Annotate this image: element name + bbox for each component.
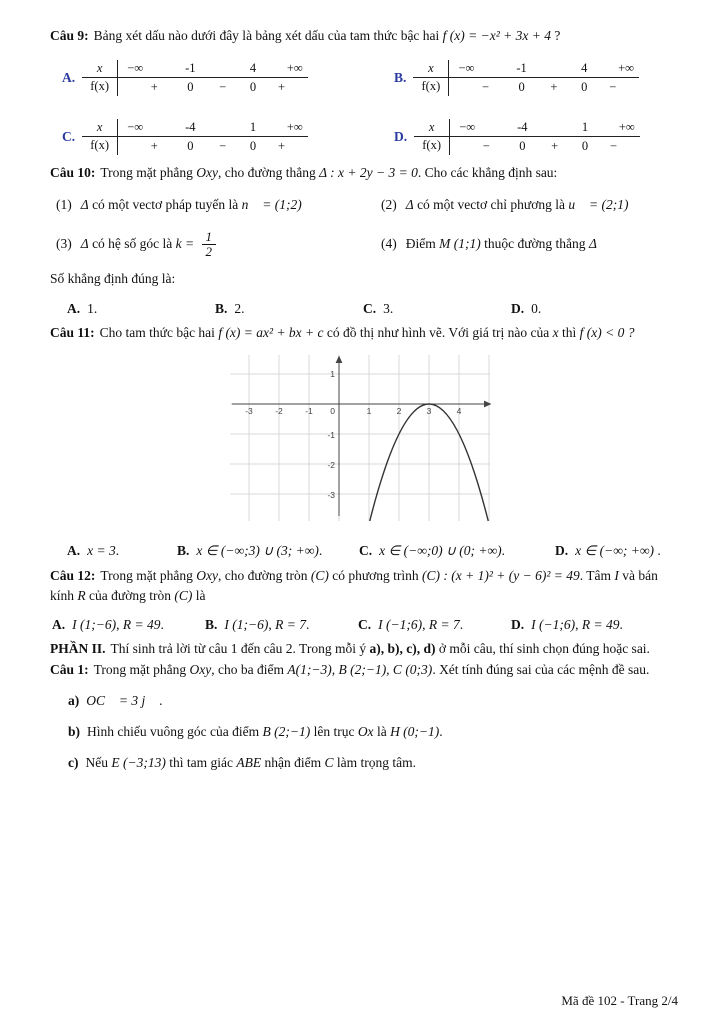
statement-text: Điểm M (1;1) thuộc đường thẳng Δ	[405, 236, 597, 252]
sign-value: 0	[187, 80, 194, 95]
x-tick-label: 0	[330, 406, 335, 417]
axes	[232, 356, 492, 517]
statement-number: (2)	[381, 196, 397, 212]
item-label: b)	[68, 724, 81, 740]
q12-option-d	[511, 615, 664, 635]
q11-option-c	[359, 541, 555, 561]
question-12-line	[50, 566, 678, 607]
x-value: 4	[249, 61, 257, 76]
q10-option-a	[67, 299, 215, 319]
statement-number: (3)	[56, 235, 72, 251]
x-axis-arrow	[484, 401, 492, 408]
option-letter: C.	[363, 300, 377, 316]
question-9-label: Câu 9:	[50, 28, 89, 43]
sign-table-c	[82, 119, 308, 155]
sign-table-labels	[82, 119, 118, 155]
x-value: −∞	[458, 61, 475, 76]
item-a	[68, 691, 678, 711]
x-row-label: x	[414, 119, 449, 137]
q11-option-d	[555, 541, 661, 561]
x-value: -1	[516, 61, 527, 76]
q10-statements	[56, 195, 678, 260]
fraction-denominator: 2	[205, 244, 213, 260]
q9-option-d	[394, 119, 678, 155]
statement-2	[381, 195, 678, 215]
part2-q1-line	[50, 660, 678, 680]
item-c	[68, 753, 678, 773]
q11-options	[67, 541, 678, 561]
option-letter: A.	[62, 70, 76, 86]
question-10-line	[50, 163, 678, 183]
sign-value: −	[219, 139, 227, 154]
option-text: 0.	[531, 300, 542, 316]
x-tick-label: -2	[275, 406, 283, 417]
sign-value: −	[219, 80, 227, 95]
part-2-header	[50, 639, 678, 659]
x-value: -4	[517, 120, 528, 135]
option-text: 3.	[383, 300, 394, 316]
fx-row	[450, 137, 640, 155]
question-10-text: Trong mặt phẳng Oxy, cho đường thẳng Δ : x + 2y − 3 = 0. Cho các khẳng định sau:	[100, 165, 558, 181]
q10-option-d	[511, 299, 659, 319]
option-letter: B.	[215, 300, 228, 316]
option-text: I (−1;6), R = 7.	[378, 617, 464, 633]
question-11	[50, 323, 678, 562]
part2-q1-text: Trong mặt phẳng Oxy, cho ba điểm A(1;−3), B (2;−1), C (0;3). Xét tính đúng sai của các mệnh đề sau.	[93, 661, 650, 677]
question-10-label: Câu 10:	[50, 165, 96, 181]
fraction-numerator: 1	[202, 230, 217, 245]
x-value: 4	[581, 61, 588, 76]
option-letter: D.	[555, 543, 569, 559]
sign-table-labels	[413, 60, 449, 96]
sign-value: +	[550, 80, 558, 95]
q9-answer-tables	[62, 60, 678, 155]
q9-option-b	[394, 60, 678, 96]
item-text: Hình chiếu vuông góc của điểm B (2;−1) lên trục Ox là H (0;−1).	[87, 724, 443, 740]
grid-lines	[230, 355, 490, 521]
sign-table-a	[82, 60, 308, 96]
question-12	[50, 566, 678, 636]
q10-conclusion: Số khẳng định đúng là:	[50, 271, 176, 287]
sign-value: −	[609, 80, 617, 95]
x-value: -1	[185, 61, 196, 76]
graph-container	[228, 353, 678, 531]
parabola-graph	[228, 353, 492, 525]
question-10	[50, 163, 678, 319]
q12-option-c	[358, 615, 511, 635]
x-row-label: x	[413, 60, 448, 78]
statement-4	[381, 234, 678, 254]
sign-value: −	[482, 139, 490, 154]
statement-3	[56, 230, 381, 260]
fraction	[202, 230, 217, 260]
sign-value: −	[609, 139, 618, 154]
x-tick-label: 3	[426, 406, 432, 417]
q11-option-b	[177, 541, 359, 561]
sign-table-values	[118, 119, 308, 155]
sign-table-b	[413, 60, 639, 96]
q12-option-a	[52, 615, 205, 635]
option-letter: C.	[62, 129, 76, 145]
sign-table-labels	[82, 60, 118, 96]
x-tick-label: 1	[366, 406, 372, 417]
x-value: -4	[185, 120, 196, 135]
part-2-label: PHẦN II.	[50, 641, 106, 657]
x-tick-label: -3	[245, 406, 253, 417]
fx-row-label: f(x)	[90, 138, 109, 153]
option-text: x ∈ (−∞; +∞) .	[575, 543, 661, 559]
sign-table-labels	[414, 119, 450, 155]
item-label: a)	[68, 692, 80, 708]
statement-text: Δ có hệ số góc là k =	[80, 235, 198, 251]
sign-value: 0	[187, 139, 194, 154]
x-row	[118, 119, 308, 137]
x-row	[118, 60, 308, 78]
part-2-text: Thí sinh trả lời từ câu 1 đến câu 2. Trong mỗi ý a), b), c), d) ở mỗi câu, thí sinh chọn đúng hoặc sai.	[110, 641, 650, 657]
fx-row	[449, 78, 639, 96]
question-9-text: Bảng xét dấu nào dưới đây là bảng xét dấu của tam thức bậc hai f (x) = −x² + 3x + 4 ?	[93, 28, 561, 43]
y-tick-label: -3	[327, 490, 335, 501]
statement-text: Δ có một vectơ chỉ phương là u⃗ = (2;1)	[405, 196, 629, 212]
y-axis-arrow	[336, 356, 343, 364]
x-value: +∞	[286, 61, 303, 76]
sign-value: 0	[581, 139, 589, 154]
item-label: c)	[68, 755, 79, 771]
option-letter: D.	[394, 129, 408, 145]
statement-number: (1)	[56, 196, 72, 212]
option-letter: A.	[67, 543, 81, 559]
sign-value: +	[551, 139, 559, 154]
x-row-label: x	[82, 119, 117, 137]
q10-options	[67, 299, 678, 319]
fx-row	[118, 78, 308, 96]
q10-option-c	[363, 299, 511, 319]
fx-row	[118, 137, 308, 155]
x-row	[450, 119, 640, 137]
option-text: x ∈ (−∞;3) ∪ (3; +∞).	[196, 543, 323, 559]
fx-row-label: f(x)	[422, 138, 441, 153]
part2-question-1	[50, 660, 678, 774]
sign-value: −	[481, 80, 490, 95]
y-tick-label: 1	[330, 369, 335, 380]
x-value: −∞	[459, 120, 476, 135]
option-letter: C.	[359, 543, 373, 559]
option-letter: D.	[511, 617, 525, 633]
q11-option-a	[67, 541, 177, 561]
sign-value: +	[277, 139, 286, 154]
q12-option-b	[205, 615, 358, 635]
option-text: x ∈ (−∞;0) ∪ (0; +∞).	[379, 543, 505, 559]
x-tick-label: 4	[456, 406, 462, 417]
option-text: 2.	[234, 300, 245, 316]
x-value: +∞	[618, 120, 635, 135]
x-value: −∞	[127, 61, 144, 76]
sign-table-values	[450, 119, 640, 155]
question-9	[50, 26, 678, 155]
q12-options	[52, 615, 678, 635]
fx-row-label: f(x)	[90, 79, 109, 94]
sign-value: +	[150, 139, 158, 154]
part2-q1-label: Câu 1:	[50, 661, 89, 677]
fx-row-label: f(x)	[421, 79, 441, 94]
sign-table-d	[414, 119, 640, 155]
x-value: +∞	[618, 61, 635, 76]
question-11-text: Cho tam thức bậc hai f (x) = ax² + bx + c có đồ thị như hình vẽ. Với giá trị nào của x thì f (x) < 0 ?	[99, 324, 635, 340]
sign-value: 0	[249, 139, 257, 154]
y-tick-label: -1	[327, 430, 335, 441]
sign-table-values	[449, 60, 639, 96]
part-2-line	[50, 639, 678, 659]
x-value: −∞	[127, 120, 144, 135]
option-letter: B.	[205, 617, 218, 633]
item-text: OC⃗ = 3 j⃗ .	[86, 692, 163, 708]
question-11-label: Câu 11:	[50, 324, 95, 340]
sign-value: 0	[249, 80, 257, 95]
item-text: Nếu E (−3;13) thì tam giác ABE nhận điểm C làm trọng tâm.	[85, 755, 416, 771]
option-letter: B.	[177, 543, 190, 559]
item-b	[68, 722, 678, 742]
sign-value: +	[150, 80, 158, 95]
sign-value: 0	[518, 80, 525, 95]
question-12-text: Trong mặt phẳng Oxy, cho đường tròn (C) có phương trình (C) : (x + 1)² + (y − 6)² = 49. Tâm I và bán kính R của đường tròn (C) là	[50, 567, 658, 603]
x-value: 1	[249, 120, 257, 135]
option-text: I (1;−6), R = 7.	[224, 617, 310, 633]
option-text: 1.	[87, 300, 98, 316]
sign-table-values	[118, 60, 308, 96]
x-row-label: x	[82, 60, 117, 78]
question-12-label: Câu 12:	[50, 567, 96, 583]
sign-value: 0	[519, 139, 526, 154]
q9-option-a	[62, 60, 346, 96]
statement-1	[56, 195, 381, 215]
option-text: I (1;−6), R = 49.	[72, 617, 164, 633]
x-row	[449, 60, 639, 78]
q10-option-b	[215, 299, 363, 319]
y-tick-label: -2	[327, 460, 335, 471]
option-letter: D.	[511, 300, 525, 316]
sign-value: +	[277, 80, 286, 95]
statement-number: (4)	[381, 236, 397, 252]
question-9-line	[50, 26, 678, 46]
page-footer: Mã đề 102 - Trang 2/4	[561, 992, 678, 1008]
sign-value: 0	[581, 80, 588, 95]
x-tick-label: 2	[396, 406, 402, 417]
statement-text: Δ có một vectơ pháp tuyến là n⃗ = (1;2)	[80, 196, 302, 212]
x-tick-label: -1	[305, 406, 313, 417]
option-text: I (−1;6), R = 49.	[531, 617, 623, 633]
question-11-line	[50, 323, 678, 343]
option-letter: A.	[67, 300, 81, 316]
option-letter: B.	[394, 70, 407, 86]
option-text: x = 3.	[87, 543, 120, 559]
x-value: +∞	[286, 120, 303, 135]
option-letter: C.	[358, 617, 372, 633]
option-letter: A.	[52, 617, 66, 633]
x-value: 1	[581, 120, 589, 135]
q9-option-c	[62, 119, 346, 155]
